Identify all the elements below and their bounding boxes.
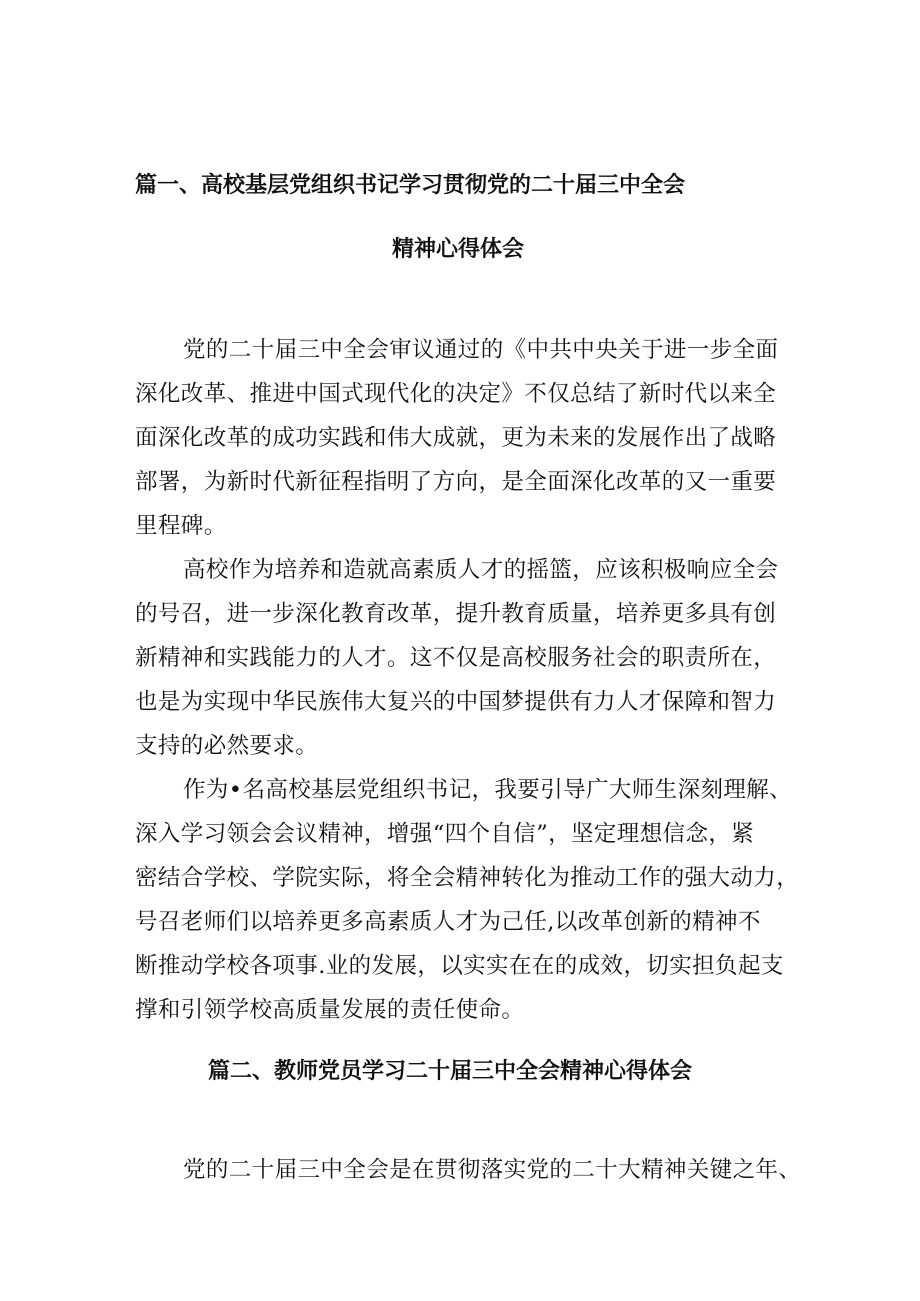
paragraph-line: 深入学习领会会议精神，增强“四个自信”，坚定理想信念，紧: [135, 821, 755, 847]
paragraph-line: 的号召，进一步深化教育改革，提升教育质量，培养更多具有创: [135, 601, 777, 627]
heading-1-line-1: 篇一、高校基层党组织书记学习贯彻党的二十届三中全会: [135, 173, 686, 198]
paragraph-line: 里程碑。: [135, 513, 227, 539]
paragraph-line: 支持的必然要求。: [135, 733, 319, 759]
paragraph-line: 断推动学校各项事.业的发展，以实实在在的成效，切实担负起支: [135, 953, 784, 979]
paragraph-line: 深化改革、推进中国式现代化的决定》不仅总结了新时代以来全: [135, 381, 777, 407]
paragraph-line: 高校作为培养和造就高素质人才的摇篮，应该积极响应全会: [183, 557, 779, 583]
heading-2: 篇二、教师党员学习二十届三中全会精神心得体会: [208, 1059, 693, 1084]
paragraph-line: 部署，为新时代新征程指明了方向，是全面深化改革的又一重要: [135, 469, 777, 495]
paragraph-line: 也是为实现中华民族伟大复兴的中国梦提供有力人才保障和智力: [135, 689, 777, 715]
paragraph-line: 党的二十届三中全会是在贯彻落实党的二十大精神关键之年、: [183, 1157, 802, 1183]
paragraph-line: 撑和引领学校高质量发展的责任使命。: [135, 997, 525, 1023]
paragraph-line: 新精神和实践能力的人才。这不仅是高校服务社会的职责所在，: [135, 645, 777, 671]
paragraph-line: 密结合学校、学院实际，将全会精神转化为推动工作的强大动力，: [135, 865, 800, 891]
paragraph-line: 面深化改革的成功实践和伟大成就，更为未来的发展作出了战略: [135, 425, 777, 451]
paragraph-line: 号召老师们以培养更多高素质人才为己任,以改革创新的精神不: [135, 909, 761, 935]
heading-1-line-2: 精神心得体会: [392, 237, 525, 262]
paragraph-line: 党的二十届三中全会审议通过的《中共中央关于进一步全面: [183, 337, 779, 363]
paragraph-line: 作为•名高校基层党组织书记，我要引导广大师生深刻理解、: [183, 777, 793, 803]
